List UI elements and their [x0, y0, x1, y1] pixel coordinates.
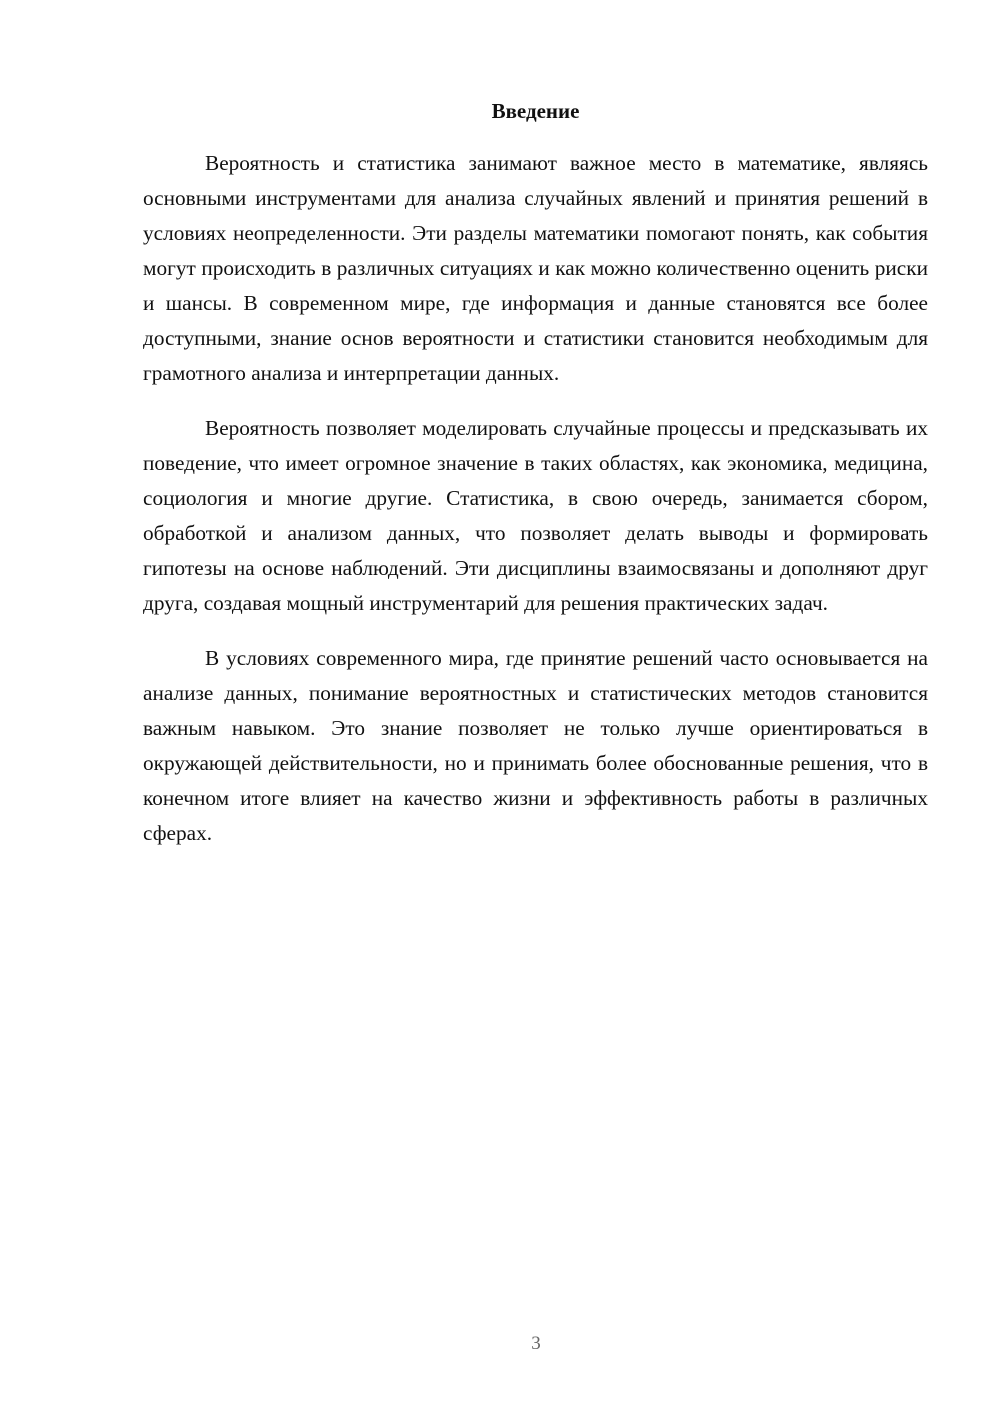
section-heading: Введение — [491, 99, 580, 123]
paragraph-2: Вероятность позволяет моделировать случайные процессы и предсказывать их поведение, что имеет огромное значение в таких областях, как экономика, медицина, социология и многие другие. Статистика, в свою очередь, занимается сбором, обработкой и анализом данных, что позволяет делать выводы и формировать гипотезы на основе наблюдений. Эти дисциплины взаимосвязаны и дополняют друг друга, создавая мощный инструментарий для решения практических задач. — [143, 416, 928, 615]
paragraph-1: Вероятность и статистика занимают важное место в математике, являясь основными инструментами для анализа случайных явлений и принятия решений в условиях неопределенности. Эти разделы математики помогают понять, как события могут происходить в различных ситуациях и как можно количественно оценить риски и шансы. В современном мире, где информация и данные становятся все более доступными, знание основ вероятности и статистики становится необходимым для грамотного анализа и интерпретации данных. — [143, 151, 928, 385]
paragraph-3: В условиях современного мира, где принятие решений часто основывается на анализе данных, понимание вероятностных и статистических методов становится важным навыком. Это знание позволяет не только лучше ориентироваться в окружающей действительности, но и принимать более обоснованные решения, что в конечном итоге влияет на качество жизни и эффективность работы в различных сферах. — [143, 646, 928, 845]
page-number: 3 — [531, 1333, 541, 1354]
page-content — [143, 96, 928, 871]
